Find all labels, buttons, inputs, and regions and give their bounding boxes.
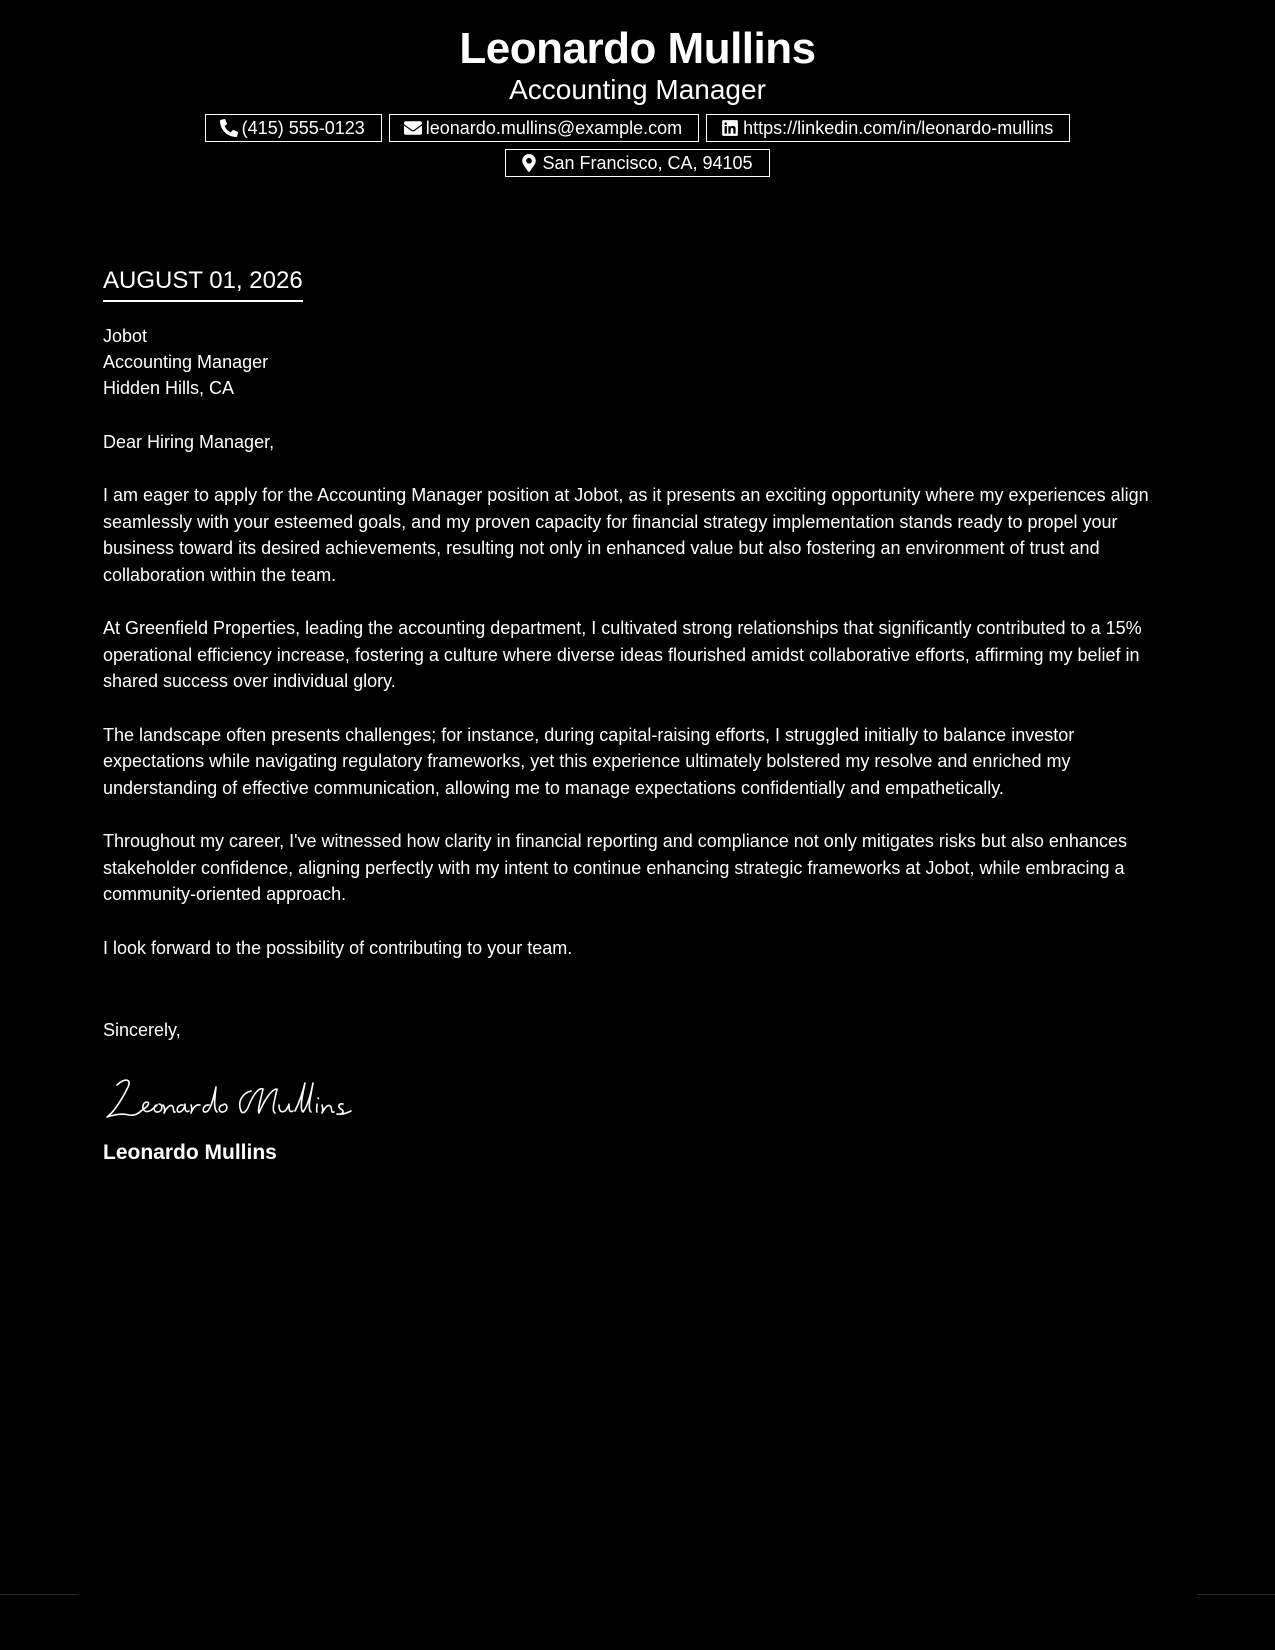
email-text: leonardo.mullins@example.com <box>425 118 683 138</box>
body-paragraph: Throughout my career, I've witnessed how clarity in financial reporting and compliance not only mitigates risks but also enhances stakeholder confidence, aligning perfectly with my intent to continue enhancing strategic frameworks at Jobot, while embracing a community-oriented approach. <box>103 831 1127 904</box>
closing: Sincerely, <box>103 1020 181 1040</box>
body-paragraph: At Greenfield Properties, leading the accounting department, I cultivated strong relationships that significantly contributed to a 15% operational efficiency increase, fostering a culture where diverse ideas flourished amidst collaborative efforts, affirming my belief in shared success over individual glory. <box>103 618 1142 691</box>
recipient-location: Hidden Hills, CA <box>103 378 235 398</box>
footer-divider-left <box>0 1594 78 1595</box>
email-contact[interactable] <box>389 114 699 142</box>
linkedin-contact[interactable] <box>706 114 1070 142</box>
handwritten-signature <box>103 1071 1178 1127</box>
body-paragraph: The landscape often presents challenges; for instance, during capital-raising efforts, I struggled initially to balance investor expectations while navigating regulatory frameworks, yet this experience ultimately bolstered my resolve and enriched my understanding of effective communication, allowing me to manage expectations confidentially and empathetically. <box>103 724 1075 798</box>
contact-row-secondary <box>0 149 1275 177</box>
greeting: Dear Hiring Manager, <box>103 432 275 452</box>
letter-date: AUGUST 01, 2026 <box>103 266 303 302</box>
applicant-name: Leonardo Mullins <box>459 24 816 73</box>
signature-image <box>103 1071 373 1127</box>
linkedin-icon <box>721 119 739 137</box>
location-text: San Francisco, CA, 94105 <box>542 153 753 173</box>
map-marker-icon <box>520 154 538 172</box>
body-paragraph: I am eager to apply for the Accounting Manager position at Jobot, as it presents an exciting opportunity where my experiences align seamlessly with your esteemed goals, and my proven capacity for financial strategy implementation stands ready to propel your business toward its desired achievements, resulting not only in enhanced value but also fostering an environment of trust and collaboration within the team. <box>103 485 1149 585</box>
recipient-company: Jobot <box>103 326 148 346</box>
recipient-position: Accounting Manager <box>103 352 269 372</box>
footer-divider-right <box>1197 1594 1275 1595</box>
envelope-icon <box>404 119 422 137</box>
contact-row-primary <box>0 114 1275 142</box>
signed-name: Leonardo Mullins <box>103 1141 277 1164</box>
recipient-block <box>103 323 1178 401</box>
phone-text: (415) 555-0123 <box>241 118 365 138</box>
body-paragraph: I look forward to the possibility of contributing to your team. <box>103 937 573 958</box>
applicant-title: Accounting Manager <box>509 74 766 105</box>
letter-body <box>103 266 1178 1167</box>
phone-contact[interactable] <box>205 114 382 142</box>
location-contact <box>505 149 769 177</box>
letter-header <box>0 0 1275 177</box>
linkedin-text: https://linkedin.com/in/leonardo-mullins <box>743 118 1054 138</box>
phone-icon <box>220 119 238 137</box>
